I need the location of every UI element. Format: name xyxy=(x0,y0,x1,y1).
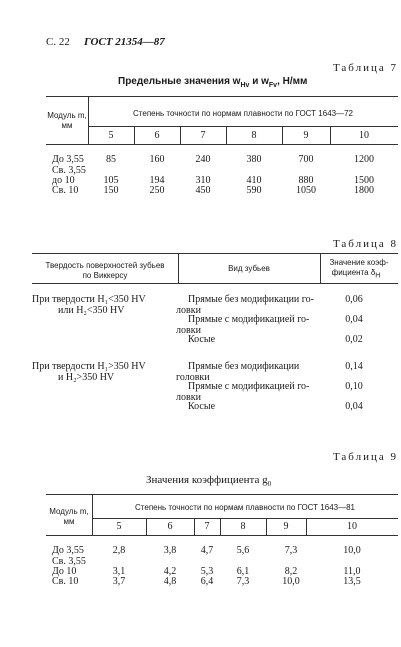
table9-label: Таблица 9 xyxy=(332,451,398,463)
table9-degree: 6 xyxy=(167,521,173,532)
list-item: Прямые без модификации xyxy=(188,361,300,372)
table7-degree: 10 xyxy=(359,130,369,141)
table7-degree: 7 xyxy=(200,130,206,141)
table8-col-coef: Значение коэф- xyxy=(329,258,389,267)
list-item: Прямые с модификацией го- xyxy=(188,314,310,325)
list-item: Прямые без модификации го- xyxy=(188,294,314,305)
list-item: Прямые с модификацией го- xyxy=(188,381,310,392)
table7-degree: 8 xyxy=(251,130,257,141)
table9-col-module: Модуль m, xyxy=(49,507,89,516)
table7-degree: 9 xyxy=(303,130,309,141)
table9-degree: 9 xyxy=(283,521,289,532)
page-number: С. 22 xyxy=(46,36,70,48)
table7-degree: 5 xyxy=(108,130,114,141)
table7-degree: 6 xyxy=(154,130,160,141)
table8-col-teeth: Вид зубьев xyxy=(228,264,270,273)
table9-degree: 10 xyxy=(347,521,357,532)
table9-degree: 7 xyxy=(204,521,210,532)
table9-degree: 8 xyxy=(240,521,246,532)
table7-col-module: Модуль m, xyxy=(47,111,87,120)
table7-title: Предельные значения $w_{Hv}$ и $w_{Fv}$, Н/мм xyxy=(118,76,308,89)
table9-degree: 5 xyxy=(116,521,122,532)
table7-col-group: Степень точности по нормам плавности по ГОСТ 1643—72 xyxy=(133,109,353,118)
table8-label: Таблица 8 xyxy=(332,238,398,250)
table9-title: Значения коэффициента $g_0$ xyxy=(146,474,272,489)
table7-label: Таблица 7 xyxy=(332,62,398,74)
gost-number: ГОСТ 21354—87 xyxy=(84,36,165,48)
list-item: Косые xyxy=(188,334,216,345)
table8-col-hardness: Твердость поверхностей зубьев xyxy=(45,261,165,270)
table9-col-group: Степень точности по нормам плавности по ГОСТ 1643—81 xyxy=(135,503,355,512)
list-item: Косые xyxy=(188,401,216,412)
